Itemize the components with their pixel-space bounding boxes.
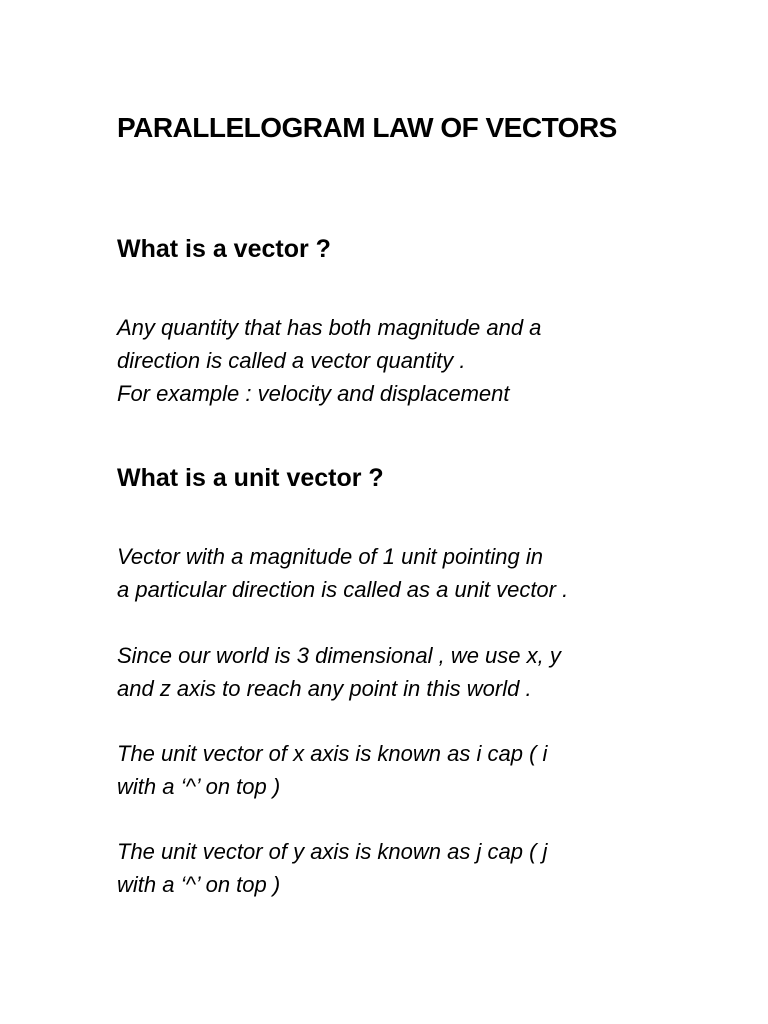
text-line: direction is called a vector quantity . [117,348,466,373]
text-line: a particular direction is called as a unit vector . [117,577,569,602]
paragraph-y-axis-unit-vector [117,835,547,901]
text-line: with a ‘^’ on top ) [117,872,281,897]
paragraph-vector-definition [117,311,541,410]
text-line: For example : velocity and displacement [117,381,510,406]
text-line: The unit vector of y axis is known as j cap ( j [117,839,548,864]
text-line: and z axis to reach any point in this world . [117,676,532,701]
paragraph-x-axis-unit-vector [117,737,547,803]
text-line: with a ‘^’ on top ) [117,774,281,799]
document-title: PARALLELOGRAM LAW OF VECTORS [117,112,617,143]
text-line: Vector with a magnitude of 1 unit pointing in [117,544,544,569]
text-line: The unit vector of x axis is known as i cap ( i [117,741,548,766]
section-heading-unit-vector: What is a unit vector ? [117,464,384,492]
section-heading-vector: What is a vector ? [117,235,331,263]
paragraph-three-dimensions [117,639,561,705]
text-line: Any quantity that has both magnitude and a [117,315,542,340]
paragraph-unit-vector-definition [117,540,568,606]
text-line: Since our world is 3 dimensional , we use x, y [117,643,561,668]
